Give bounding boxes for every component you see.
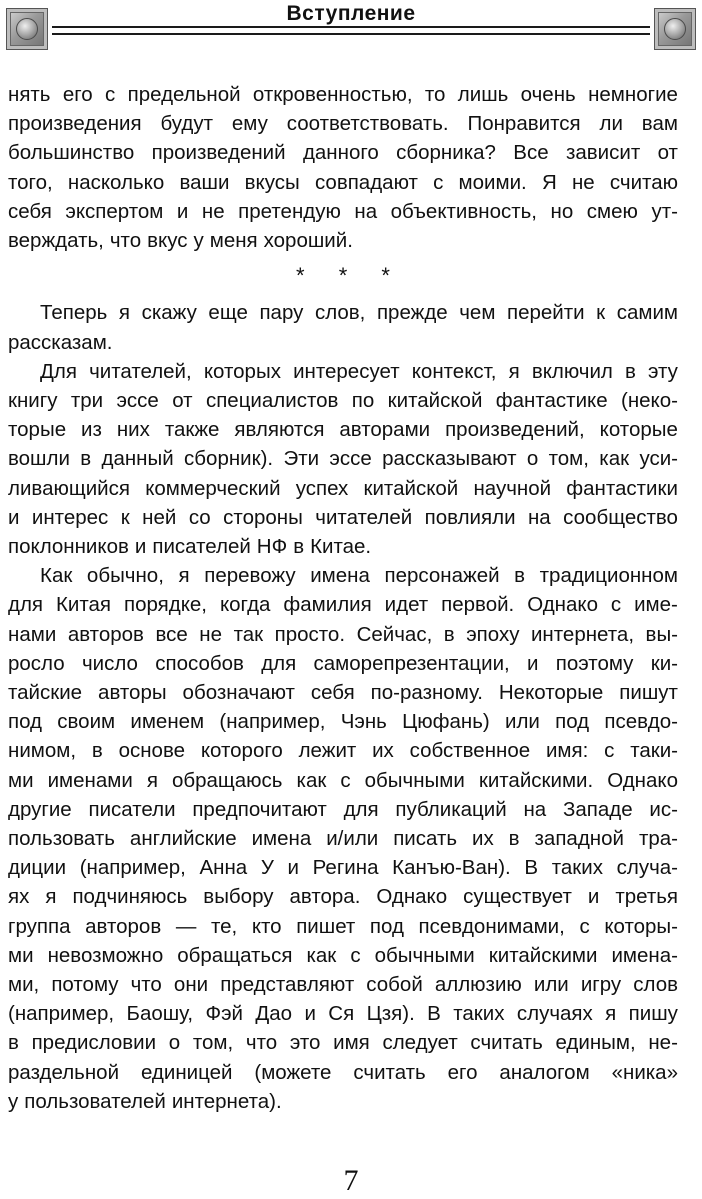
- text-line: тайские авторы обозначают себя по-разному. Некоторые пишут: [8, 681, 678, 705]
- text-line: вошли в данный сборник). Эти эссе рассказывают о том, как уси-: [8, 447, 678, 471]
- text-line: диции (например, Анна У и Регина Канъю-Ван). В таких случа-: [8, 856, 678, 880]
- text-line: группа авторов — те, кто пишет под псевдонимами, с которы-: [8, 914, 678, 938]
- text-line: раздельной единицей (можете считать его аналогом «ника»: [8, 1060, 678, 1084]
- text-line: ми, потому что они представляют собой аллюзию или игру слов: [8, 973, 678, 997]
- text-line: нами авторов все не так просто. Сейчас, в эпоху интернета, вы-: [8, 622, 678, 646]
- medallion-icon: [664, 18, 686, 40]
- header-rule-bottom: [52, 33, 650, 35]
- text-line: под своим именем (например, Чэнь Цюфань) или под псевдо-: [8, 710, 678, 734]
- text-line: нять его с предельной откровенностью, то лишь очень немногие: [8, 83, 678, 106]
- text-line: (например, Баошу, Фэй Дао и Ся Цзя). В таких случаях я пишу: [8, 1002, 678, 1026]
- paragraph: [8, 80, 678, 255]
- text-line: Как обычно, я перевожу имена персонажей в традиционном: [40, 564, 678, 588]
- paragraph: [8, 561, 678, 1116]
- ornament-icon: [654, 8, 696, 50]
- text-line: и интерес к ней со стороны читателей повлияли на сообщество: [8, 505, 678, 529]
- section-separator: * * *: [296, 263, 404, 289]
- text-line: торые из них также являются авторами произведений, которые: [8, 418, 678, 442]
- text-line: поклонников и писателей НФ в Китае.: [8, 535, 372, 559]
- text-line: верждать, что вкус у меня хороший.: [8, 229, 353, 253]
- page-number: 7: [343, 1164, 359, 1197]
- chapter-title: Вступление: [0, 2, 702, 26]
- text-line: произведения будут ему соответствовать. Понравится ли вам: [8, 112, 678, 136]
- text-line: в предисловии о том, что это имя следует считать единым, не-: [8, 1031, 678, 1055]
- paragraph: [8, 298, 678, 356]
- text-line: для Китая порядке, когда фамилия идет первой. Однако с име-: [8, 593, 678, 617]
- text-line: Для читателей, которых интересует контекст, я включил в эту: [40, 359, 678, 383]
- text-line: у пользователей интернета).: [8, 1089, 282, 1113]
- text-line: ми невозможно обращаться как с обычными китайскими имена-: [8, 943, 678, 967]
- text-line: себя экспертом и не претендую на объективность, но смею ут-: [8, 199, 678, 223]
- text-line: ми именами я обращаюсь как с обычными китайскими. Однако: [8, 768, 678, 792]
- text-line: ливающийся коммерческий успех китайской научной фантастики: [8, 476, 678, 500]
- text-line: книгу три эссе от специалистов по китайской фантастике (неко-: [8, 389, 678, 413]
- text-line: росло число способов для саморепрезентации, и поэтому ки-: [8, 651, 678, 675]
- header-rule-top: [52, 26, 650, 28]
- text-line: большинство произведений данного сборника? Все зависит от: [8, 141, 678, 165]
- text-line: Теперь я скажу еще пару слов, прежде чем перейти к самим: [40, 301, 678, 325]
- text-line: того, насколько ваши вкусы совпадают с моими. Я не считаю: [8, 170, 678, 194]
- text-line: нимом, в основе которого лежит их собственное имя: с таки-: [8, 739, 678, 763]
- text-line: рассказам.: [8, 330, 113, 354]
- paragraph: [8, 357, 678, 561]
- page-body: [8, 80, 678, 1116]
- text-line: пользовать английские имена и/или писать их в западной тра-: [8, 827, 678, 851]
- text-line: другие писатели предпочитают для публикаций на Западе ис-: [8, 797, 678, 821]
- running-header: [0, 0, 702, 60]
- text-line: ях я подчиняюсь выбору автора. Однако существует и третья: [8, 885, 678, 909]
